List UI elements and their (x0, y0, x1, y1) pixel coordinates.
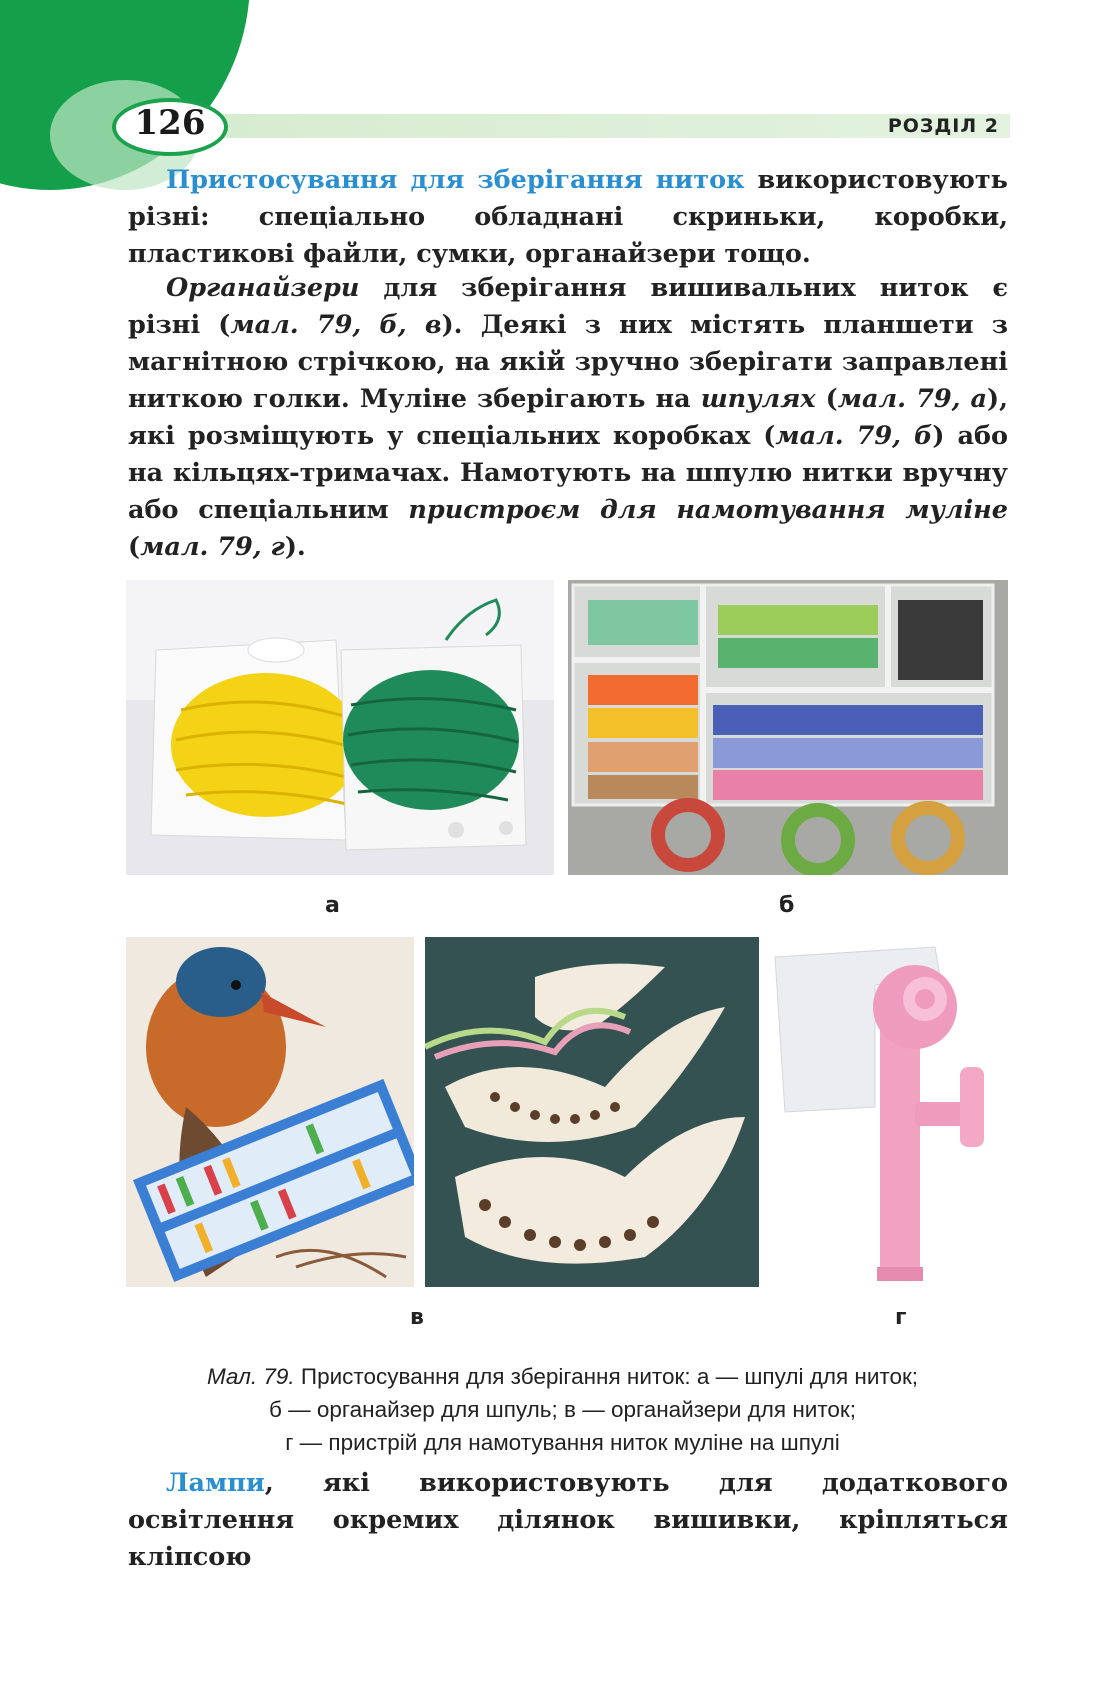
paragraph-storage-devices (128, 162, 1008, 273)
paragraph-text: , які використовують для додаткового освітлення окремих ділянок вишивки, кріпляться кліпсою (128, 1468, 1008, 1572)
term-organizers: Органайзери (166, 273, 360, 303)
figure-reference: мал. 79, б (775, 421, 933, 451)
section-label: РОЗДІЛ 2 (887, 115, 999, 137)
paragraph-text: використовують різні: спеціально обладнані скриньки, коробки, пластикові файли, сумки, органайзери тощо. (128, 165, 1008, 269)
term-storage-devices: Пристосування для зберігання ниток (166, 165, 745, 195)
figure-reference: мал. 79, г (140, 532, 285, 562)
page-number: 126 (134, 103, 206, 143)
caption-line (110, 1360, 1015, 1393)
term-winding-device: пристроєм для намотування муліне (408, 495, 1008, 525)
photo-magnetic-thread-organizer (126, 937, 414, 1287)
photo-bird-shaped-organizers (425, 937, 759, 1287)
photo-thread-spools (126, 580, 554, 875)
caption-line: б — органайзер для шпуль; в — органайзери для ниток; (269, 1397, 856, 1422)
paragraph-text: ) або на кільцях-тримачах. Намотують на шпулю нитки вручну або спеціальним (128, 421, 1009, 525)
term-spools: шпулях (700, 384, 816, 414)
figure-label-b: б (779, 893, 795, 918)
figure-reference: мал. 79, а (837, 384, 988, 414)
paragraph-lamps (128, 1465, 1008, 1576)
caption-text: Пристосування для зберігання ниток: а — шпулі для ниток; (294, 1364, 919, 1389)
paragraph-text: ( (128, 532, 141, 562)
figure-label-a: а (325, 893, 340, 918)
figure-reference: мал. 79, б, в (230, 310, 442, 340)
caption-title: Мал. 79. (206, 1364, 295, 1389)
photo-floss-bobbin-winder (765, 937, 1010, 1287)
paragraph-organizers (128, 270, 1008, 566)
paragraph-text: ). (284, 532, 306, 562)
term-lamps: Лампи (166, 1468, 265, 1498)
photo-spool-organizer-box (568, 580, 1008, 875)
figure-label-g: г (895, 1305, 907, 1330)
paragraph-text: ). Деякі з них містять планшети з магнітною стрічкою, на якій зручно зберігати заправлені ниткою голки. Муліне зберігають на (128, 310, 1008, 414)
paragraph-text: для зберігання вишивальних ниток є різні ( (128, 273, 1008, 340)
paragraph-text: ), які розміщують у спеціальних коробках ( (128, 384, 1008, 451)
figure-caption (110, 1360, 1015, 1459)
figure-label-v: в (410, 1305, 424, 1330)
paragraph-text: ( (815, 384, 838, 414)
caption-line: г — пристрій для намотування ниток муліне на шпулі (285, 1430, 840, 1455)
